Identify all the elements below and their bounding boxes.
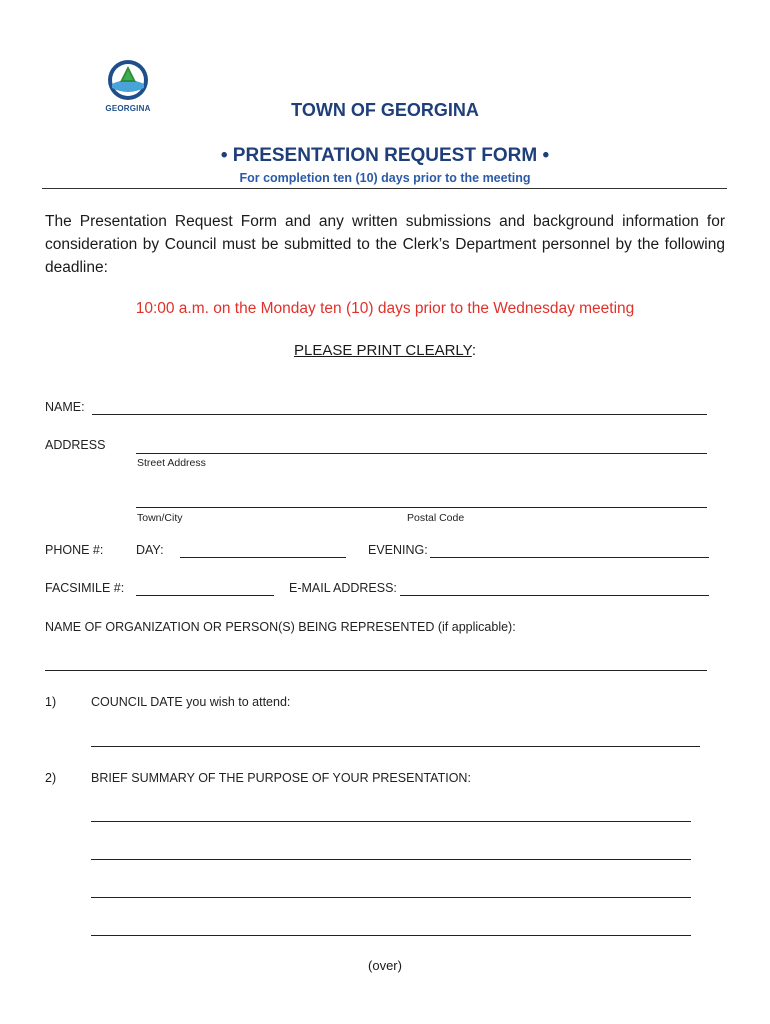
name-label: NAME: bbox=[45, 400, 85, 414]
print-clearly-text: PLEASE PRINT CLEARLY bbox=[293, 342, 472, 359]
form-title: • PRESENTATION REQUEST FORM • bbox=[220, 145, 550, 166]
postal-code-caption: Postal Code bbox=[407, 512, 465, 524]
day-label: DAY: bbox=[136, 543, 164, 557]
town-city-caption: Town/City bbox=[137, 512, 183, 524]
header-divider bbox=[42, 188, 727, 189]
phone-label: PHONE #: bbox=[45, 543, 104, 557]
organization-label: NAME OF ORGANIZATION OR PERSON(S) BEING REPRESENTED (if applicable): bbox=[45, 620, 516, 634]
email-label: E-MAIL ADDRESS: bbox=[289, 581, 397, 595]
town-title: TOWN OF GEORGINA bbox=[291, 100, 479, 120]
print-clearly-colon: : bbox=[471, 342, 477, 359]
council-date-label: COUNCIL DATE you wish to attend: bbox=[91, 695, 291, 709]
email-field[interactable] bbox=[400, 595, 709, 596]
item-2-number: 2) bbox=[45, 771, 57, 785]
council-date-field[interactable] bbox=[91, 746, 700, 747]
evening-label: EVENING: bbox=[368, 543, 428, 557]
facsimile-field[interactable] bbox=[136, 595, 274, 596]
summary-label: BRIEF SUMMARY OF THE PURPOSE OF YOUR PRESENTATION: bbox=[91, 771, 471, 785]
summary-line[interactable] bbox=[91, 897, 691, 898]
form-subtitle: For completion ten (10) days prior to the meeting bbox=[239, 171, 531, 185]
address-label: ADDRESS bbox=[45, 438, 106, 452]
street-address-caption: Street Address bbox=[137, 457, 206, 469]
facsimile-label: FACSIMILE #: bbox=[45, 581, 125, 595]
deadline-text: 10:00 a.m. on the Monday ten (10) days prior to the Wednesday meeting bbox=[135, 300, 635, 317]
intro-paragraph: The Presentation Request Form and any written submissions and background information for consideration by Council must be submitted to the Clerk’s Department personnel by the following deadline: bbox=[45, 213, 725, 276]
summary-line[interactable] bbox=[91, 935, 691, 936]
item-1-number: 1) bbox=[45, 695, 57, 709]
organization-field[interactable] bbox=[45, 670, 707, 671]
print-clearly-heading bbox=[0, 342, 770, 359]
day-phone-field[interactable] bbox=[180, 557, 346, 558]
evening-phone-field[interactable] bbox=[430, 557, 709, 558]
over-note: (over) bbox=[368, 958, 402, 973]
summary-line[interactable] bbox=[91, 821, 691, 822]
name-field[interactable] bbox=[92, 414, 707, 415]
street-address-field[interactable] bbox=[136, 453, 707, 454]
town-postal-field[interactable] bbox=[136, 507, 707, 508]
summary-line[interactable] bbox=[91, 859, 691, 860]
logo-text: GEORGINA bbox=[105, 104, 151, 113]
